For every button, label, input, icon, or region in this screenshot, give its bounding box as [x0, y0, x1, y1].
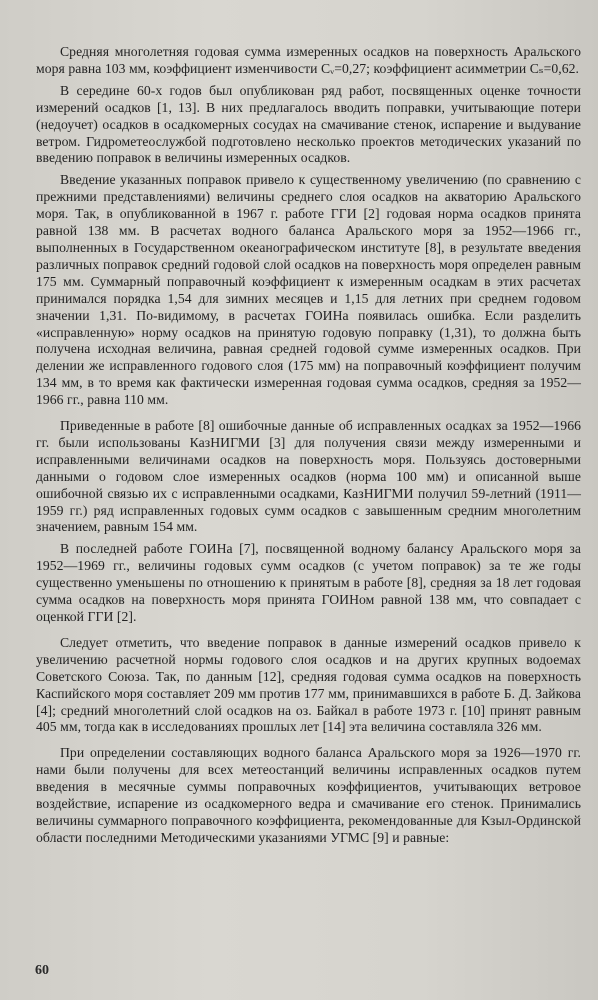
paragraph-measurement-accuracy: В середине 60-х годов был опубликован ряд работ, посвященных оценке точности измерений осадков [1, 13]. В них предлагалось вводить поправки, учитывающие потери (недоучет) осадков в осадкомерных сосудах на смачивание стенок, испарение и выдувание ветром. Гидрометеослужбой подготовлено несколько проектов методических указаний по введению поправок в величины измеренных осадков.	[36, 82, 581, 166]
paragraph-annual-precipitation: Средняя многолетняя годовая сумма измеренных осадков на поверхность Аральского моря равна 103 мм, коэффициент изменчивости Cᵥ=0,27; коэффициент асимметрии Cₛ=0,62.	[36, 44, 581, 76]
paragraph-kazanigmi-data: Приведенные в работе [8] ошибочные данные об исправленных осадках за 1952—1966 гг. были использованы КазНИГМИ [3] для получения связи между измеренными и исправленными величинами осадков на поверхность моря. Пользуясь достоверными данными о годовом слое измеренных осадков (норма 100 мм) и описанной выше ошибочной связью их с исправленными осадками, КазНИГМИ получил 59-летний (1911—1959 гг.) ряд исправленных годовых сумм осадков с завышенным средним многолетним значением, равным 154 мм.	[36, 418, 581, 535]
paragraph-goin-latest-work: В последней работе ГОИНа [7], посвященной водному балансу Аральского моря за 1952—1969 гг., величины годовых сумм осадков (с учетом поправок) за те же годы существенно уменьшены по отношению к принятым в работе [8], средняя за 18 лет годовая сумма осадков на поверхность моря принята ГОИНом равной 138 мм, что совпадает с оценкой ГГИ [2].	[36, 541, 581, 624]
body-text	[36, 44, 581, 847]
page-number: 60	[35, 963, 49, 978]
paragraph-water-balance-method: При определении составляющих водного баланса Аральского моря за 1926—1970 гг. нами были получены для всех метеостанций величины исправленных осадков путем введения в месячные суммы поправочных коэффициентов, учитывающих ветровое воздействие, испарение из осадкомерного ведра и смачивание его стенок. Принимались величины суммарного поправочного коэффициента, рекомендованные для Кзыл-Ординской области последними Методическими указаниями УГМС [9] и равные:	[36, 745, 581, 845]
paragraph-other-water-bodies: Следует отметить, что введение поправок в данные измерений осадков привело к увеличению расчетной нормы годового слоя осадков и на других крупных водоемах Советского Союза. Так, по данным [12], средняя годовая сумма осадков на поверхность Каспийского моря составляет 209 мм против 177 мм, принимавшихся в работе Б. Д. Зайкова [4]; средний многолетний слой осадков на оз. Байкал в работе 1973 г. [10] принят равным 405 мм, тогда как в исследованиях прошлых лет [14] эта величина составляла 326 мм.	[36, 634, 581, 735]
paragraph-correction-effects: Введение указанных поправок привело к существенному увеличению (по сравнению с прежними представлениями) величины среднего слоя осадков на акваторию Аральского моря. Так, в опубликованной в 1967 г. работе ГГИ [2] годовая норма осадков принята равной 138 мм. В расчетах водного баланса Аральского моря за 1952—1966 гг., выполненных в Государственном океанографическом институте [8], в результате введения различных поправок средний годовой слой осадков на поверхность моря определен равным 175 мм. Суммарный поправочный коэффициент к измеренным осадкам в этих расчетах принимался порядка 1,54 для зимних месяцев и 1,15 для летних при среднем годовом значении 1,31. По-видимому, в расчетах ГОИНа появилась ошибка. Если разделить «исправленную» норму осадков на принятую годовую поправку (1,31), то должна быть получена исходная величина, равная средней годовой сумме измеренных осадков. При делении же исправленного годового слоя (175 мм) на поправочный коэффициент получим 134 мм, в то время как фактически измеренная годовая сумма осадков, средняя за 1952—1966 гг., равна 110 мм.	[36, 172, 581, 408]
